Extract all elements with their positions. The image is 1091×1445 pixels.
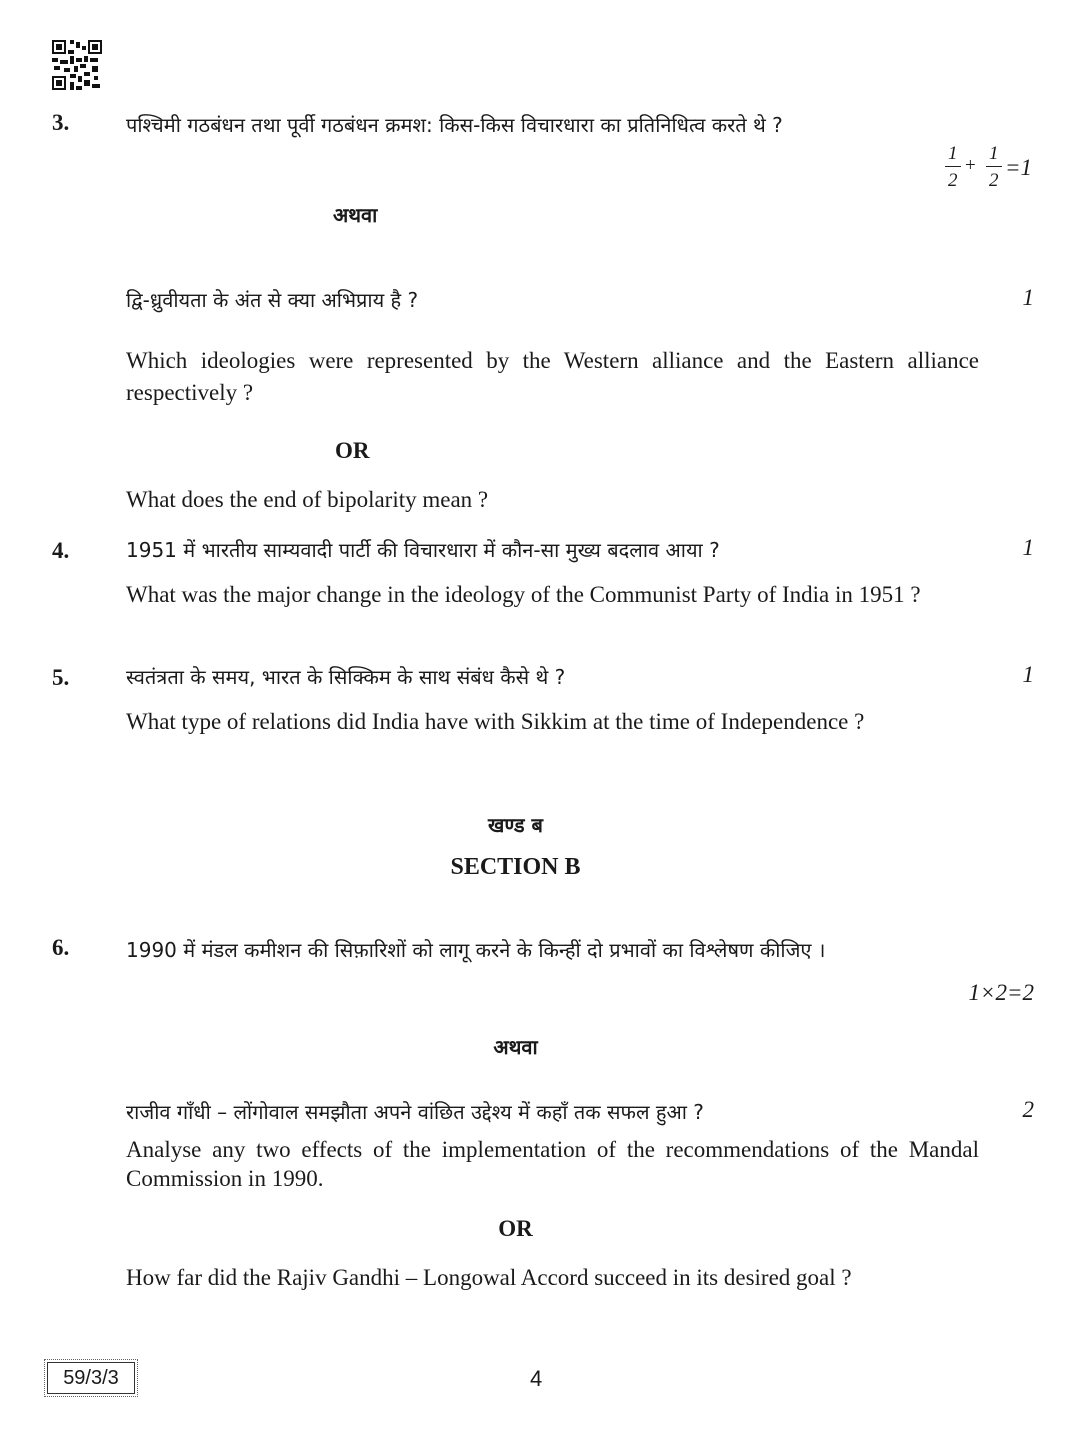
marks-total: =1 bbox=[1005, 155, 1033, 180]
or-english: OR bbox=[335, 438, 370, 463]
alternative-question-english: How far did the Rajiv Gandhi – Longowal Accord succeed in its desired goal ? bbox=[126, 1265, 852, 1290]
question-hindi-text: पश्चिमी गठबंधन तथा पूर्वी गठबंधन क्रमश: किस-किस विचारधारा का प्रतिनिधित्व करते थे ? bbox=[126, 113, 783, 137]
alternative-question-hindi: राजीव गाँधी – लोंगोवाल समझौता अपने वांछित उद्देश्य में कहाँ तक सफल हुआ ? bbox=[126, 1100, 704, 1124]
question-hindi-text: स्वतंत्रता के समय, भारत के सिक्किम के साथ संबंध कैसे थे ? bbox=[126, 665, 566, 689]
or-hindi: अथवा bbox=[493, 1035, 538, 1059]
or-english: OR bbox=[498, 1216, 533, 1241]
question-english-text: What was the major change in the ideology of the Communist Party of India in 1951 ? bbox=[126, 582, 921, 607]
qr-code-icon bbox=[52, 40, 102, 90]
marks-denominator: 2 bbox=[989, 170, 999, 191]
question-english-text: Which ideologies were represented by the Western alliance and the Eastern alliance respectively ? bbox=[126, 348, 979, 405]
marks: 1 bbox=[1022, 535, 1034, 560]
marks: 1 bbox=[1022, 285, 1034, 310]
question-english-text: Analyse any two effects of the implementation of the recommendations of the Mandal Commission in 1990. bbox=[126, 1137, 979, 1191]
or-hindi: अथवा bbox=[333, 203, 378, 227]
marks: 1×2=2 bbox=[968, 980, 1034, 1005]
alternative-question-hindi: द्वि-ध्रुवीयता के अंत से क्या अभिप्राय है ? bbox=[126, 288, 419, 312]
marks: 1 bbox=[1022, 662, 1034, 687]
question-number: 3. bbox=[52, 110, 70, 135]
question-hindi-text: 1951 में भारतीय साम्यवादी पार्टी की विचारधारा में कौन-सा मुख्य बदलाव आया ? bbox=[126, 538, 720, 562]
question-number: 6. bbox=[52, 935, 70, 960]
section-title-hindi: खण्ड ब bbox=[488, 813, 543, 837]
marks-numerator: 1 bbox=[989, 143, 999, 164]
section-title-english: SECTION B bbox=[450, 854, 581, 880]
question-number: 5. bbox=[52, 665, 70, 690]
question-english-text: What type of relations did India have with Sikkim at the time of Independence ? bbox=[126, 709, 865, 734]
marks-numerator: 1 bbox=[948, 143, 958, 164]
marks: 2 bbox=[1022, 1097, 1034, 1122]
question-number: 4. bbox=[52, 538, 70, 563]
marks-fraction bbox=[945, 143, 1035, 201]
page-number: 4 bbox=[530, 1366, 543, 1391]
marks-plus: + bbox=[965, 155, 976, 176]
question-hindi-text: 1990 में मंडल कमीशन की सिफ़ारिशों को लागू करने के किन्हीं दो प्रभावों का विश्लेषण कीजिए । bbox=[126, 938, 826, 962]
marks-denominator: 2 bbox=[948, 170, 958, 191]
paper-code: 59/3/3 bbox=[47, 1362, 135, 1394]
alternative-question-english: What does the end of bipolarity mean ? bbox=[126, 487, 489, 512]
